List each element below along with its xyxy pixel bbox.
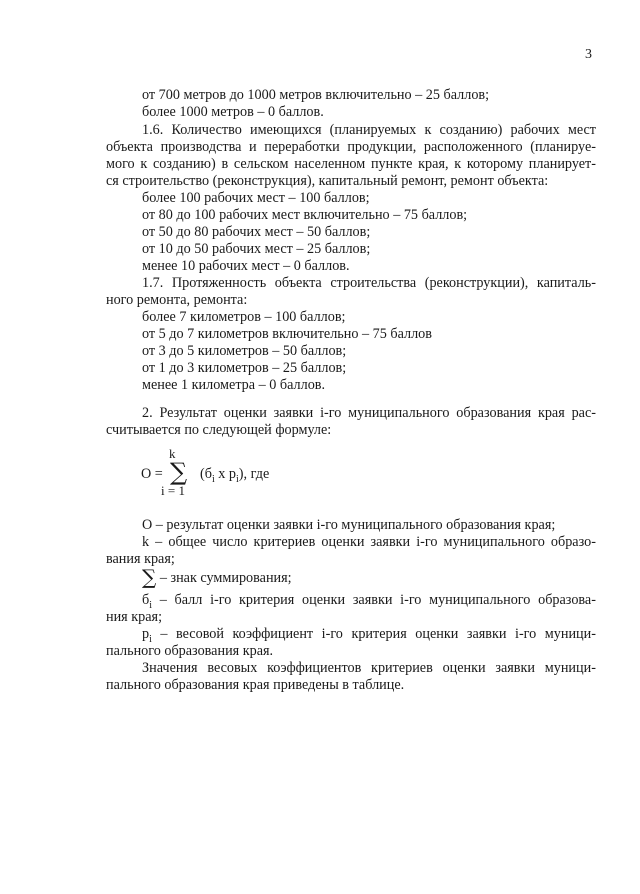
word: объекта	[106, 139, 153, 155]
word: оценки	[442, 660, 486, 676]
word: общее	[168, 534, 207, 550]
word: мого	[106, 156, 135, 172]
word: образования	[456, 405, 532, 421]
word: i-го	[320, 405, 342, 421]
text-line	[142, 121, 596, 139]
word: строительства	[330, 275, 417, 291]
text-line: более 100 рабочих мест – 100 баллов;	[142, 190, 370, 206]
word: оценки	[415, 626, 459, 642]
word: капиталь-	[536, 275, 596, 291]
word: критериев	[253, 534, 316, 550]
text-line: ного ремонта, ремонта:	[106, 292, 248, 308]
word: (реконструкции),	[424, 275, 529, 291]
formula-lower-limit: i = 1	[161, 483, 185, 498]
word: к	[454, 156, 462, 172]
word: балл	[174, 592, 203, 608]
text-line: $р_i$ – весовой коэффициент i-го критерия оценки заявки i-го муници-	[142, 625, 596, 649]
word: муниципального	[429, 592, 531, 608]
word: производства	[160, 139, 242, 155]
text-line: пального образования края приведены в таблице.	[106, 677, 405, 693]
word: края	[537, 405, 565, 421]
sigma-icon: ∑	[142, 565, 157, 589]
word: оценки	[321, 534, 365, 550]
word: –	[155, 534, 163, 550]
word: Количество	[171, 122, 242, 138]
word: пункте	[370, 156, 413, 172]
formula-term: ($б_i$ x $р_i$), где	[200, 466, 270, 485]
text-line: более 7 километров – 100 баллов;	[142, 309, 346, 325]
word: заявки	[495, 660, 535, 676]
word: муници-	[544, 626, 596, 642]
word: оценки	[223, 405, 267, 421]
word: заявки	[370, 534, 411, 550]
word: образова-	[538, 592, 596, 608]
word: рабочих	[510, 122, 560, 138]
formula-lhs: О =	[141, 466, 163, 482]
sigma-icon: ∑	[170, 458, 188, 486]
word: весовой	[176, 626, 224, 642]
word: 2.	[142, 405, 153, 421]
text-line: от 5 до 7 километров включительно – 75 баллов	[142, 326, 432, 342]
word: (планируемых	[329, 122, 417, 138]
word: 1.6.	[142, 122, 164, 138]
word: 1.7.	[142, 275, 164, 291]
text-line: О – результат оценки заявки i-го муниципального образования края;	[142, 517, 556, 533]
word: оценки	[302, 592, 346, 608]
text-line: от 10 до 50 рабочих мест – 25 баллов;	[142, 241, 371, 257]
word: весовых	[207, 660, 258, 676]
word: муниципального	[348, 405, 450, 421]
word: i-го	[321, 626, 343, 642]
word: Протяженность	[171, 275, 267, 291]
word: края,	[418, 156, 449, 172]
word: расположенного	[423, 139, 523, 155]
text-line: от 3 до 5 километров – 50 баллов;	[142, 343, 347, 359]
text-line: ния края;	[106, 609, 163, 625]
word: заявки	[466, 626, 507, 642]
word: –	[160, 626, 168, 642]
text-line	[142, 659, 596, 677]
word: продукции,	[347, 139, 417, 155]
word: i-го	[515, 626, 537, 642]
word: муници-	[544, 660, 596, 676]
word: i-го	[400, 592, 422, 608]
text-line: более 1000 метров – 0 баллов.	[142, 104, 324, 120]
text-line: от 1 до 3 километров – 25 баллов;	[142, 360, 347, 376]
text-line	[106, 138, 596, 156]
word: (планируе-	[530, 139, 596, 155]
word: имеющихся	[249, 122, 322, 138]
word: критерия	[239, 592, 295, 608]
text-line: менее 10 рабочих мест – 0 баллов.	[142, 258, 350, 274]
word: i-го	[210, 592, 232, 608]
text-line: от 50 до 80 рабочих мест – 50 баллов;	[142, 224, 371, 240]
word: образо-	[550, 534, 596, 550]
text-line	[142, 533, 596, 551]
formula-upper-limit: k	[169, 446, 176, 461]
word: Значения	[142, 660, 198, 676]
text-line: $б_i$ – балл i-го критерия оценки заявки i-го муниципального образова-	[142, 591, 596, 615]
word: и	[249, 139, 257, 155]
text-line: пального образования края.	[106, 643, 274, 659]
word: коэффициентов	[267, 660, 362, 676]
word: созданию)	[439, 122, 503, 138]
word: –	[159, 592, 167, 608]
word: муниципального	[443, 534, 545, 550]
word: критериев	[371, 660, 433, 676]
word: заявки	[273, 405, 314, 421]
text-line: ся строительство (реконструкция), капитальный ремонт, ремонт объекта:	[106, 173, 549, 189]
word: к	[140, 156, 148, 172]
word: сельском	[233, 156, 289, 172]
word: которому	[466, 156, 524, 172]
word: в	[221, 156, 229, 172]
page-number: 3	[585, 47, 592, 62]
text-line: менее 1 километра – 0 баллов.	[142, 377, 326, 393]
word: мест	[567, 122, 596, 138]
word: число	[212, 534, 248, 550]
word: созданию)	[152, 156, 216, 172]
word: переработки	[264, 139, 340, 155]
text-line: вания края;	[106, 551, 175, 567]
word: i-го	[416, 534, 438, 550]
text-line: от 80 до 100 рабочих мест включительно – 75 баллов;	[142, 207, 468, 223]
text-line	[142, 274, 596, 292]
word: рас-	[571, 405, 596, 421]
word: k	[142, 534, 150, 550]
text-line: ∑ – знак суммирования;	[142, 565, 292, 589]
word: заявки	[352, 592, 393, 608]
word: Результат	[159, 405, 217, 421]
word: планирует-	[528, 156, 596, 172]
word: населенном	[294, 156, 366, 172]
word: к	[424, 122, 432, 138]
text-line	[142, 404, 596, 422]
word: критерия	[351, 626, 407, 642]
text-line: от 700 метров до 1000 метров включительно – 25 баллов;	[142, 87, 490, 103]
text-line	[106, 155, 596, 173]
sum-formula	[141, 446, 281, 502]
word: объекта	[274, 275, 322, 291]
word: коэффициент	[232, 626, 314, 642]
text-line: считывается по следующей формуле:	[106, 422, 332, 438]
